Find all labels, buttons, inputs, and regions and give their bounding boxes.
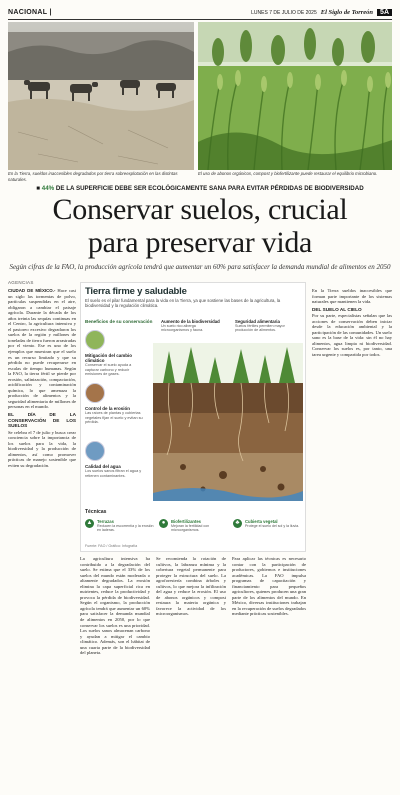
label-food-security: Seguridad alimentaria Suelos fértiles permiten mayor producción de alimentos. (235, 319, 285, 333)
deck: Según cifras de la FAO, la producción agrícola tendrá que aumentar un 60% para satisfacer la demanda mundial de alimentos en 2050 (9, 263, 391, 271)
article-column-3: Se recomienda la rotación de cultivos, la labranza mínima y la cobertura vegetal permanente para proteger la estructura del suelo. La agroforestería combina árboles y cultivos, lo que mejora la infiltración del agua y reduce la erosión. El uso de abonos orgánicos y compost restaura la materia orgánica y favorece la actividad de los microorganismos. (156, 556, 226, 617)
agency-byline: AGENCIAS (8, 280, 34, 285)
photo-caption-right: El uso de abonos orgánicos, compost y biofertilizante puede restaurar el equilibrio microbiano. (198, 171, 378, 176)
infographic-source: Fuente: FAO / Gráfico: Infografía (85, 544, 138, 548)
techniques-heading: Técnicas (85, 509, 107, 515)
terraces-icon: ▲ (86, 520, 93, 526)
section-label: NACIONAL | (8, 9, 52, 16)
headline (8, 193, 392, 259)
leaf-icon: ♣ (233, 519, 242, 528)
article-column-2: La agricultura intensiva ha contribuido a la degradación del suelo. Se estima que el 33% de los suelos del mundo están moderada o altamente degradados. La erosión elimina la capa superficial rica en nutrientes, reduce la productividad y provoca la pérdida de biodiversidad. Según el organismo, la producción agrícola tendrá que aumentar un 60% para satisfacer la demanda mundial de alimentos en 2050, por lo que conservar los suelos es una prioridad. Los suelos sanos almacenan carbono y ayudan a mitigar el cambio climático. Además, son el hábitat de una cuarta parte de la biodiversidad del planeta. (80, 556, 150, 656)
masthead (8, 6, 392, 20)
benefits-heading: Beneficios de su conservación (85, 319, 153, 324)
benefit-water: Calidad del agua Los suelos sanos filtran el agua y retienen contaminantes. (85, 464, 142, 478)
dateline: CIUDAD DE MÉXICO.- (8, 288, 56, 293)
photo-dry-land (8, 22, 194, 170)
headline-line1: Conservar suelos, crucial (52, 193, 348, 226)
photo-caption-left: En la Tierra, sueldos inaccesibles degradados por tierra sobreexplotación en las distintas naturales. (8, 171, 178, 182)
article-column-4: Para aplicar las técnicas es necesario contar con la participación de productores, gobiernos e instituciones académicas. La FAO impulsa programas de capacitación y financiamiento para pequeños agricultores, quienes producen una gran parte de los alimentos del mundo. En México, diversas instituciones trabajan en la recuperación de suelos degradados mediante prácticas sostenibles. (232, 556, 306, 617)
paper-logo: El Siglo de Torreón (320, 9, 374, 16)
article-column-1 (8, 288, 76, 788)
climate-icon (85, 330, 105, 350)
infographic-title: Tierra firme y saludable (85, 286, 187, 297)
benefit-climate: Mitigación del cambio climático Conservar el suelo ayuda a capturar carbono y reducir emisiones de gases. (85, 353, 133, 377)
col1-text2: Se celebra el 7 de julio y busca crear conciencia sobre la importancia de los suelos para la vida, la biodiversidad y la producción de alimentos, así como promover prácticas de manejo sostenible que eviten su degradación. (8, 429, 76, 468)
issue-date: LUNES 7 DE JULIO DE 2025 (251, 9, 317, 16)
photo-crop-field (198, 22, 392, 170)
biofertilizer-icon: ● (159, 519, 168, 528)
infographic-subtitle: El suelo es el pilar fundamental para la vida en la Tierra, ya que sostiene las bases de la agricultura, la biodiversidad y la regulación climática. (85, 298, 281, 308)
col1-text: Hace casi un siglo las tormentas de polvo, partículas suspendidas en el aire, obligaron a cambiar el paisaje agrícola. Durante la década de los años treinta las sequías continuas en el Centro, la agricultura intensiva y el pastoreo excesivo degradaron los suelos de la región y millones de toneladas de tierra fueron arrastradas por el viento. Ese es uno de los ejemplos que muestran que el suelo es un recurso limitado y que su pérdida no puede recuperarse en escalas de tiempo humanas. Según la FAO, la tierra fértil se pierde por erosión, salinización, compactación, acidificación y contaminación química, lo que amenaza la producción de alimentos y la seguridad alimentaria de millones de personas en el mundo. (8, 288, 76, 410)
page-number: 5A (377, 9, 392, 16)
kicker-percent: 44% (41, 185, 55, 192)
headline-line2: para preservar vida (87, 226, 313, 259)
technique-biofertilizers: ● Biofertilizantes Mejoran la fertilidad con microorganismos. (159, 519, 229, 532)
erosion-icon (85, 383, 105, 403)
technique-cover: ♣ Cubierta vegetal Protege el suelo del sol y la lluvia. (233, 519, 303, 528)
kicker (8, 185, 392, 192)
article-column-5: En la Tierra sueldos inaccesibles que forman parte importante de los sistemas naturales que mantienen la vida. DEL SUELO AL CIELO Por su parte, especialistas señalan que las acciones de conservación deben iniciar desde la educación ambiental y la participación de las comunidades. Un suelo sano es la base de la vida: sin él no hay alimentos, agua limpia ni biodiversidad. Conservar los suelos es, por tanto, una tarea urgente y compartida por todos. (312, 288, 392, 358)
benefit-erosion: Control de la erosión Las raíces de plantas y cubiertas vegetales fijan el suelo y evitan su pérdida. (85, 406, 143, 425)
soil-cross-section (153, 343, 303, 501)
label-biodiversity: Aumento de la biodiversidad Un suelo rico alberga microorganismos y fauna. (161, 319, 220, 333)
col5-subhead: DEL SUELO AL CIELO (312, 306, 362, 312)
technique-terraces: ▲ Terrazas Reducen la escorrentía y la erosión en laderas. (86, 519, 154, 533)
bullet-icon: ■ (36, 185, 41, 192)
col1-subhead: EL DÍA DE LA CONSERVACIÓN DE LOS SUELOS (8, 412, 76, 429)
water-icon (85, 441, 105, 461)
kicker-text: DE LA SUPERFICIE DEBE SER ECOLÓGICAMENTE SANA PARA EVITAR PÉRDIDAS DE BIODIVERSIDAD (55, 185, 364, 192)
infographic (80, 282, 306, 552)
masthead-right (251, 9, 392, 16)
